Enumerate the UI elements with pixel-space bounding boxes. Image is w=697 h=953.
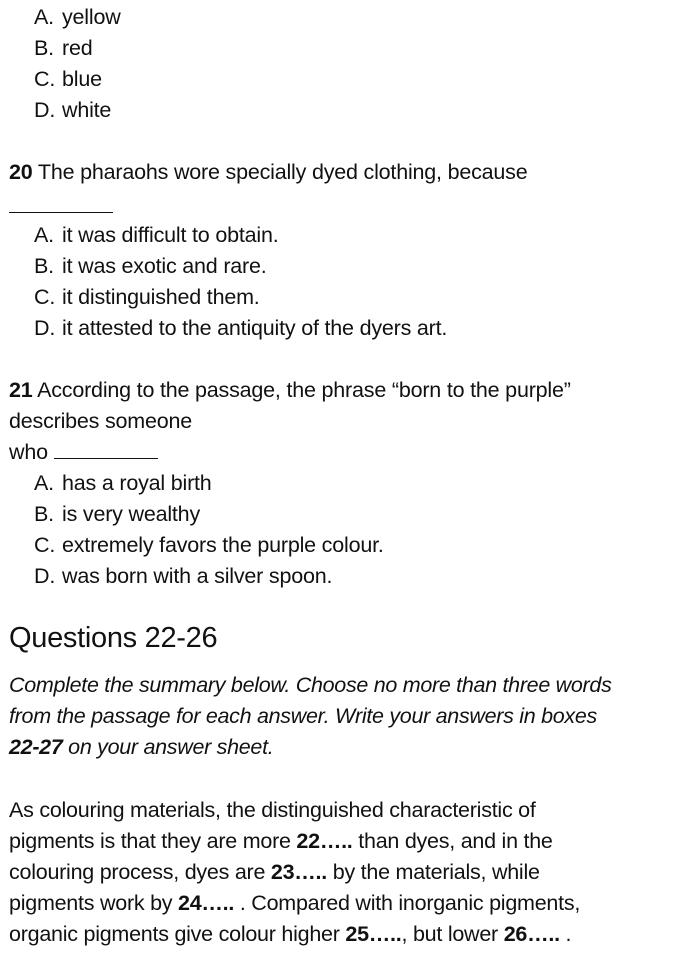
q20-option-c <box>34 282 260 313</box>
summary-line1: As colouring materials, the distinguished characteristic of <box>9 798 536 822</box>
summary-text: pigments work by <box>9 891 179 915</box>
option-letter: B. <box>34 36 54 60</box>
summary-text: by the materials, while <box>327 860 540 884</box>
option-letter: A. <box>34 223 54 247</box>
gap-25: 25….. <box>345 922 402 946</box>
question-number: 20 <box>9 160 33 184</box>
summary-text: than dyes, and in the <box>352 829 553 853</box>
summary-line2 <box>9 826 553 857</box>
q19-option-d <box>34 95 111 126</box>
option-letter: A. <box>34 471 54 495</box>
summary-text: pigments is that they are more <box>9 829 297 853</box>
q20-stem <box>9 157 527 188</box>
option-text: it was exotic and rare. <box>62 254 267 278</box>
option-text: was born with a silver spoon. <box>62 564 333 588</box>
summary-line4 <box>9 888 580 919</box>
question-text: The pharaohs wore specially dyed clothing, because <box>32 160 528 184</box>
option-text: blue <box>62 67 102 91</box>
q21-option-d <box>34 561 332 592</box>
instructions-text: on your answer sheet. <box>62 735 274 759</box>
summary-text: . Compared with inorganic pigments, <box>234 891 581 915</box>
option-letter: D. <box>34 564 56 588</box>
summary-text: colouring process, dyes are <box>9 860 271 884</box>
answer-box-range: 22-27 <box>9 735 63 759</box>
q19-option-c <box>34 64 102 95</box>
gap-23: 23….. <box>270 860 328 884</box>
q21-stem-line2: describes someone <box>9 409 193 433</box>
option-text: is very wealthy <box>62 502 200 526</box>
option-letter: C. <box>34 67 56 91</box>
option-text: white <box>62 98 112 122</box>
q21-option-b <box>34 499 200 530</box>
instructions-line2: from the passage for each answer. Write your answers in boxes <box>9 704 597 728</box>
q21-answer-blank <box>54 438 158 459</box>
q21-option-a <box>34 468 212 499</box>
option-letter: D. <box>34 316 56 340</box>
summary-text: organic pigments give colour higher <box>9 922 346 946</box>
option-letter: A. <box>34 5 54 29</box>
instructions-line1: Complete the summary below. Choose no more than three words <box>9 673 612 697</box>
option-letter: B. <box>34 502 54 526</box>
question-text: who <box>9 440 48 464</box>
question-number: 21 <box>9 378 33 402</box>
gap-26: 26….. <box>503 922 560 946</box>
question-text: According to the passage, the phrase “born to the purple” <box>32 378 571 402</box>
option-letter: B. <box>34 254 54 278</box>
option-text: it attested to the antiquity of the dyers art. <box>62 316 448 340</box>
section-heading: Questions 22-26 <box>9 622 218 654</box>
q20-option-b <box>34 251 267 282</box>
option-letter: C. <box>34 285 56 309</box>
q20-option-a <box>34 220 279 251</box>
q21-stem-line3 <box>9 437 158 468</box>
summary-line3 <box>9 857 540 888</box>
option-text: has a royal birth <box>62 471 212 495</box>
q21-option-c <box>34 530 384 561</box>
option-letter: C. <box>34 533 56 557</box>
q20-option-d <box>34 313 447 344</box>
q19-option-b <box>34 33 92 64</box>
option-text: yellow <box>62 5 121 29</box>
option-text: it distinguished them. <box>62 285 260 309</box>
instructions-line3 <box>9 732 273 763</box>
gap-24: 24….. <box>178 891 235 915</box>
option-letter: D. <box>34 98 56 122</box>
q20-answer-blank <box>9 212 113 213</box>
q19-option-a <box>34 2 121 33</box>
summary-text: . <box>559 922 572 946</box>
summary-line5 <box>9 919 571 950</box>
summary-text: , but lower <box>401 922 504 946</box>
option-text: extremely favors the purple colour. <box>62 533 384 557</box>
q21-stem-line1 <box>9 375 571 406</box>
option-text: it was difficult to obtain. <box>62 223 279 247</box>
gap-22: 22….. <box>296 829 353 853</box>
option-text: red <box>62 36 93 60</box>
